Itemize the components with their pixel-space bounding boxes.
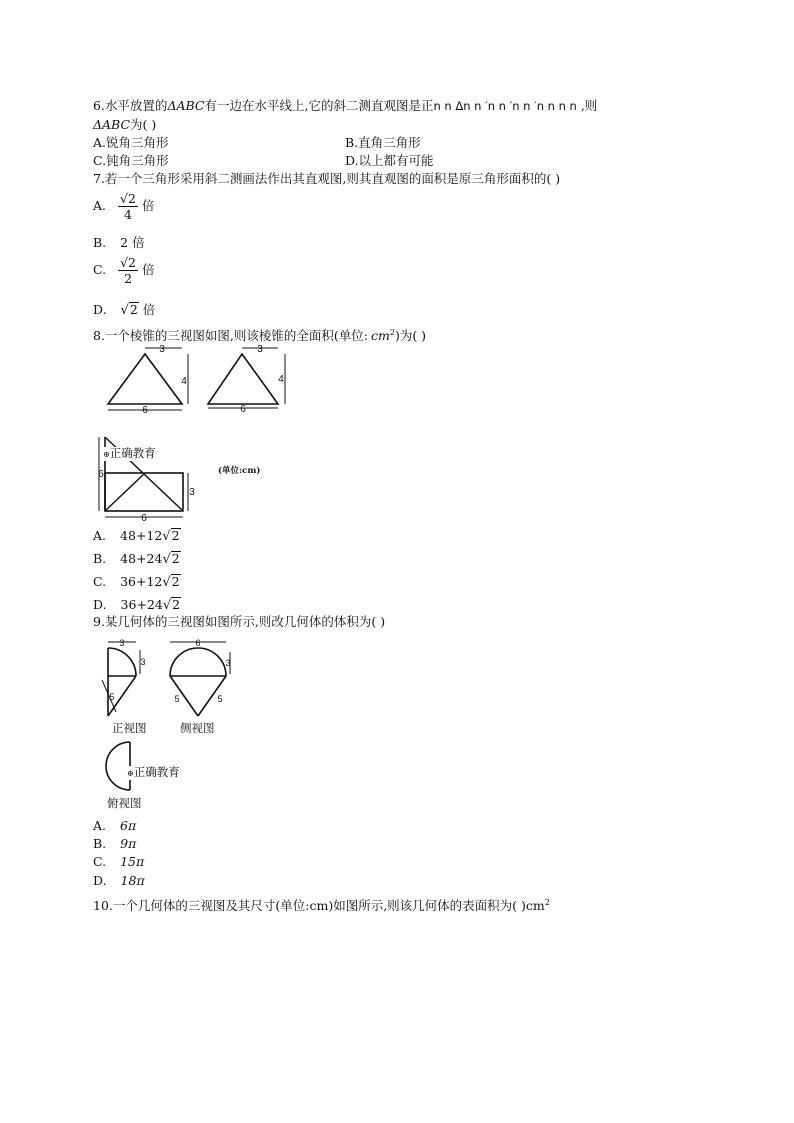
q8-option-d	[93, 597, 181, 614]
q7-c-unit: 倍	[142, 262, 155, 277]
q8-b-radicand: 2	[171, 551, 180, 566]
q7-c-fraction	[118, 255, 138, 286]
q9-side-d-label: 6	[195, 638, 201, 648]
q9-side-view	[162, 638, 234, 718]
q8-top-rect	[105, 473, 183, 511]
q8-c-label: C.	[93, 574, 107, 589]
q8-side-height-label: 4	[278, 374, 284, 385]
q8-front-base-label: 6	[142, 405, 148, 414]
q8-d-term2: 24	[146, 597, 163, 612]
q7-option-a	[93, 191, 154, 222]
q6-text-c: ,则	[576, 98, 598, 113]
q8-d-radicand: 2	[172, 597, 181, 612]
watermark-logo-icon: ⊕	[103, 450, 110, 459]
q7-b-unit: 倍	[132, 235, 145, 250]
q8-stem-b: )为( )	[394, 328, 427, 344]
q9-watermark-text: 正确教育	[133, 765, 180, 779]
q9-option-a	[93, 818, 136, 834]
q8-a-radical-sign: √	[162, 529, 171, 544]
q8-c-radical-sign: √	[162, 575, 171, 590]
q9-front-view	[96, 638, 156, 718]
q9-front-label: 正视图	[112, 721, 147, 735]
q7-a-denominator: 4	[123, 207, 132, 222]
q8-c-radicand: 2	[171, 574, 180, 589]
q7-option-c	[93, 255, 155, 286]
q8-option-c	[93, 574, 181, 591]
q10-unit-exp: 2	[544, 898, 550, 907]
q8-front-triangle	[108, 354, 182, 404]
q9-side-slant-left-label: 5	[174, 694, 180, 704]
q6-option-a: A.锐角三角形	[93, 135, 169, 150]
q8-side-top-label: 3	[257, 344, 263, 355]
q6-line1	[93, 98, 597, 114]
q8-watermark-text: 正确教育	[109, 446, 156, 460]
q9-top-label: 俯视图	[107, 796, 142, 810]
q8-top-diagonal-2	[105, 473, 145, 511]
q9-c-label: C.	[93, 854, 107, 869]
q9-b-value: 9π	[120, 836, 137, 851]
q9-d-value: 18π	[120, 873, 145, 888]
q8-b-term2: 24	[146, 551, 163, 566]
q8-d-radical-sign: √	[162, 598, 172, 613]
q8-d-term1: 36	[120, 597, 137, 612]
q8-option-a	[93, 528, 181, 545]
q8-top-base-label: 6	[141, 513, 147, 523]
q6-option-d: D.以上都有可能	[345, 153, 434, 168]
q8-a-term2: 12	[146, 528, 163, 543]
q10-stem	[93, 895, 550, 914]
q9-side-arc	[170, 648, 226, 676]
q9-side-h-label: 3	[225, 658, 231, 668]
q6-text-b: 有一边在水平线上,它的斜二测直观图是正	[204, 98, 434, 113]
q7-d-radicand: 2	[129, 302, 138, 317]
q8-a-label: A.	[93, 528, 107, 543]
q9-a-label: A.	[93, 818, 107, 833]
q8-b-term1: 48	[120, 551, 137, 566]
q8-a-term1: 48	[120, 528, 136, 543]
q9-front-slant-label: 5	[109, 692, 115, 702]
q9-option-b	[93, 836, 136, 852]
q7-a-fraction	[118, 191, 138, 222]
q7-a-unit: 倍	[141, 198, 155, 213]
q10-stem-text: 10.一个几何体的三视图及其尺寸(单位:cm)如图所示,则该几何体的表面积为( )cm	[93, 898, 545, 914]
q6-text-answer: 为( )	[130, 117, 157, 132]
q8-top-half-label: 3	[189, 487, 195, 498]
q9-side-label: 侧视图	[180, 721, 215, 735]
q7-d-label: D.	[93, 302, 107, 317]
watermark-logo-icon: ⊕	[127, 769, 134, 778]
q6-option-c: C.钝角三角形	[93, 153, 169, 168]
q8-d-op: +	[136, 597, 147, 612]
q7-c-label: C.	[93, 262, 107, 277]
q7-c-denominator: 2	[124, 271, 133, 286]
q8-front-height-label: 4	[181, 376, 187, 387]
q7-option-d	[93, 302, 155, 319]
q8-b-radical-sign: √	[162, 552, 171, 567]
q8-unit-exp: 2	[389, 328, 395, 337]
q8-top-side-label: 6	[98, 469, 104, 480]
q8-watermark	[103, 447, 156, 461]
q8-b-op: +	[136, 551, 147, 566]
q8-option-b	[93, 551, 181, 568]
q6-text-a: 6.水平放置的	[93, 98, 168, 113]
q6-option-b: B.直角三角形	[345, 135, 421, 150]
q8-c-op: +	[135, 574, 147, 589]
q7-a-numerator: √2	[120, 191, 136, 206]
q8-stem-a: 8.一个棱锥的三视图如图,则该棱锥的全面积(单位:	[93, 328, 368, 344]
q9-front-h-label: 3	[140, 657, 146, 667]
q6-line2	[93, 117, 156, 133]
q9-front-r-label: 3	[119, 638, 125, 648]
q8-c-term2: 12	[146, 574, 163, 589]
q8-a-op: +	[135, 528, 147, 543]
q9-stem: 9.某几何体的三视图如图所示,则改几何体的体积为( )	[93, 614, 386, 629]
q8-d-label: D.	[93, 597, 107, 612]
q9-option-c	[93, 854, 144, 870]
q7-b-label: B.	[93, 235, 107, 250]
q9-a-value: 6π	[120, 818, 137, 833]
q8-side-triangle	[208, 354, 278, 404]
q7-d-radical-sign: √	[120, 303, 129, 318]
q9-watermark	[127, 766, 180, 780]
q7-a-label: A.	[93, 198, 107, 213]
q9-c-value: 15π	[120, 854, 145, 869]
q8-figure-unit: (单位:cm)	[218, 466, 261, 476]
q9-front-arc	[108, 648, 136, 676]
q6-garbled-text: n n Δn n ′n n ′n n ′n n n n	[433, 99, 577, 113]
q8-side-view	[200, 342, 295, 414]
q8-unit: cm	[371, 328, 390, 344]
q8-side-base-label: 6	[240, 404, 246, 414]
q7-option-b	[93, 235, 145, 251]
q8-front-view	[100, 342, 195, 414]
q6-triangle-symbol: ΔABC	[167, 98, 205, 113]
q7-stem: 7.若一个三角形采用斜二测画法作出其直观图,则其直观图的面积是原三角形面积的( )	[93, 171, 561, 186]
q9-side-slant-right-label: 5	[217, 694, 223, 704]
q9-option-d	[93, 873, 145, 889]
q8-b-label: B.	[93, 551, 107, 566]
q7-b-value: 2	[120, 235, 129, 250]
q8-a-radicand: 2	[171, 528, 180, 543]
q7-d-unit: 倍	[142, 302, 156, 317]
q6-triangle-symbol-2: ΔABC	[93, 117, 131, 132]
q8-front-top-label: 3	[159, 344, 165, 355]
q9-d-label: D.	[93, 873, 107, 888]
q9-b-label: B.	[93, 836, 107, 851]
q8-c-term1: 36	[120, 574, 136, 589]
q7-c-numerator: √2	[120, 255, 136, 270]
